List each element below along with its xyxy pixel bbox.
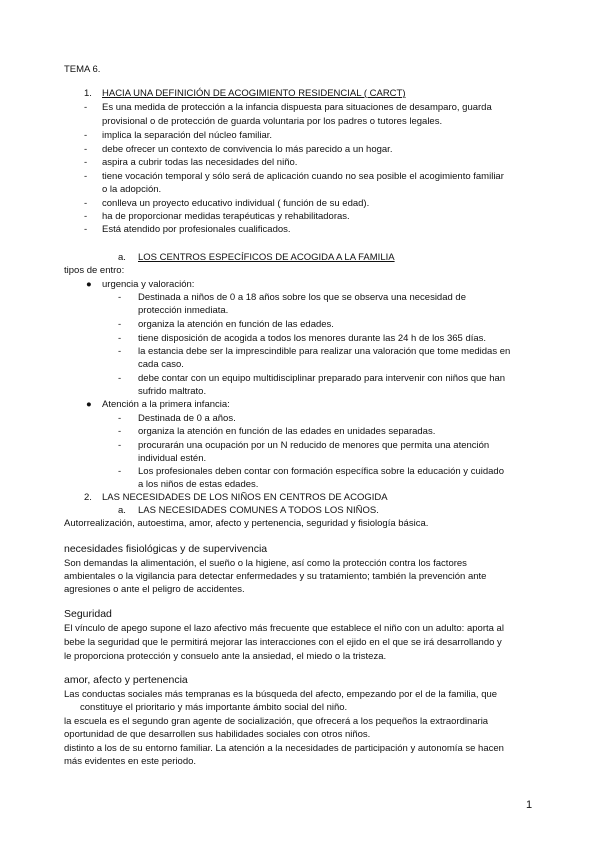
fisiologicas-line-1: Son demandas la alimentación, el sueño o la higiene, así como la protección contra los factores xyxy=(64,558,467,569)
fisiologicas-line-2: ambientales o la vigilancia para detectar enfermedades y su tratamiento; también la prevención ante xyxy=(64,571,487,582)
dash-marker: - xyxy=(118,346,122,357)
seguridad-line-3: le proporciona protección y consuelo ante la ansiedad, el miedo o la tristeza. xyxy=(64,651,387,662)
tipo-1-item-1: Destinada a niños de 0 a 18 años sobre los que se observa una necesidad de xyxy=(138,292,466,303)
tipo-1-item-1-cont: protección inmediata. xyxy=(138,305,229,316)
fisiologicas-heading: necesidades fisiológicas y de supervivencia xyxy=(64,543,268,555)
tipo-1-item-5-cont: sufrido maltrato. xyxy=(138,386,207,397)
section-2-number: 2. xyxy=(84,492,92,503)
bullet-marker: ● xyxy=(86,279,92,290)
amor-line-4: oportunidad de que desarrollen sus habilidades sociales con otros niños. xyxy=(64,729,371,740)
tipo-1-heading: urgencia y valoración: xyxy=(102,279,195,290)
dash-marker: - xyxy=(84,130,88,141)
dash-marker: - xyxy=(84,224,88,235)
subsection-a-heading: LOS CENTROS ESPECÍFICOS DE ACOGIDA A LA FAMILIA xyxy=(138,252,395,263)
s1-item-6: conlleva un proyecto educativo individual ( función de su edad). xyxy=(102,198,370,209)
subsection-a-letter: a. xyxy=(118,252,126,263)
tipo-1-item-4: la estancia debe ser la imprescindible para realizar una valoración que tome medidas en xyxy=(138,346,511,357)
dash-marker: - xyxy=(118,413,122,424)
dash-marker: - xyxy=(118,319,122,330)
amor-line-1: Las conductas sociales más tempranas es la búsqueda del afecto, empezando por el de la familia, que xyxy=(64,689,498,700)
dash-marker: - xyxy=(84,171,88,182)
tipo-1-item-5: debe contar con un equipo multidisciplinar preparado para intervenir con niños que han xyxy=(138,373,506,384)
s1-item-8: Está atendido por profesionales cualificados. xyxy=(102,224,291,235)
seguridad-line-2: bebe la seguridad que le permitirá mejorar las interacciones con el ejido en el que se irá desarrollando y xyxy=(64,637,502,648)
s1-item-7: ha de proporcionar medidas terapéuticas y rehabilitadoras. xyxy=(102,211,350,222)
dash-marker: - xyxy=(84,157,88,168)
amor-line-5: distinto a los de su entorno familiar. La atención a la necesidades de participación y autonomía se hacen xyxy=(64,743,504,754)
dash-marker: - xyxy=(84,211,88,222)
s1-item-1: Es una medida de protección a la infancia dispuesta para situaciones de desamparo, guarda xyxy=(102,102,492,113)
dash-marker: - xyxy=(118,333,122,344)
section-1-number: 1. xyxy=(84,88,92,99)
section-2a-letter: a. xyxy=(118,505,126,516)
section-1-heading: HACIA UNA DEFINICIÓN DE ACOGIMIENTO RESIDENCIAL ( CARCT) xyxy=(102,88,406,99)
tipo-2-item-3-cont: individual estén. xyxy=(138,453,207,464)
s1-item-3: debe ofrecer un contexto de convivencia lo más parecido a un hogar. xyxy=(102,144,393,155)
tipo-2-item-4-cont: a los niños de estas edades. xyxy=(138,479,259,490)
tipo-1-item-2: organiza la atención en función de las edades. xyxy=(138,319,334,330)
dash-marker: - xyxy=(84,198,88,209)
amor-line-2: constituye el prioritario y más importante ámbito social del niño. xyxy=(80,702,348,713)
section-2-heading: LAS NECESIDADES DE LOS NIÑOS EN CENTROS DE ACOGIDA xyxy=(102,492,388,503)
bullet-marker: ● xyxy=(86,399,92,410)
dash-marker: - xyxy=(84,144,88,155)
amor-line-3: la escuela es el segundo gran agente de socialización, que ofrecerá a los pequeños la extraordinaria xyxy=(64,716,489,727)
needs-summary: Autorrealización, autoestima, amor, afecto y pertenencia, seguridad y fisiología básica. xyxy=(64,518,429,529)
s1-item-1-cont: provisional o de protección de guarda voluntaria por los padres o tutores legales. xyxy=(102,116,443,127)
tipo-2-item-1: Destinada de 0 a años. xyxy=(138,413,236,424)
dash-marker: - xyxy=(118,292,122,303)
section-2a-heading: LAS NECESIDADES COMUNES A TODOS LOS NIÑOS. xyxy=(138,505,379,516)
page-number: 1 xyxy=(526,799,533,811)
tipo-1-item-3: tiene disposición de acogida a todos los menores durante las 24 h de los 365 días. xyxy=(138,333,487,344)
seguridad-heading: Seguridad xyxy=(64,608,112,620)
dash-marker: - xyxy=(118,466,122,477)
tipo-1-item-4-cont: cada caso. xyxy=(138,359,184,370)
tipo-2-heading: Atención a la primera infancia: xyxy=(102,399,230,410)
s1-item-5: tiene vocación temporal y sólo será de aplicación cuando no sea posible el acogimiento familiar xyxy=(102,171,504,182)
tipo-2-item-2: organiza la atención en función de las edades en unidades separadas. xyxy=(138,426,436,437)
s1-item-2: implica la separación del núcleo familiar. xyxy=(102,130,273,141)
amor-heading: amor, afecto y pertenencia xyxy=(64,674,188,686)
s1-item-5-cont: o la adopción. xyxy=(102,184,162,195)
dash-marker: - xyxy=(118,426,122,437)
amor-line-6: más evidentes en este periodo. xyxy=(64,756,197,767)
tipo-2-item-4: Los profesionales deben contar con formación específica sobre la educación y cuidado xyxy=(138,466,504,477)
seguridad-line-1: El vínculo de apego supone el lazo afectivo más frecuente que establece el niño con un adulto: aporta al xyxy=(64,623,504,634)
dash-marker: - xyxy=(84,102,88,113)
tipo-2-item-3: procurarán una ocupación por un N reducido de menores que permita una atención xyxy=(138,440,490,451)
tipos-label: tipos de entro: xyxy=(64,265,125,276)
page-title: TEMA 6. xyxy=(64,64,101,75)
dash-marker: - xyxy=(118,440,122,451)
fisiologicas-line-3: agresiones o ante el peligro de accidentes. xyxy=(64,584,245,595)
s1-item-4: aspira a cubrir todas las necesidades del niño. xyxy=(102,157,298,168)
dash-marker: - xyxy=(118,373,122,384)
